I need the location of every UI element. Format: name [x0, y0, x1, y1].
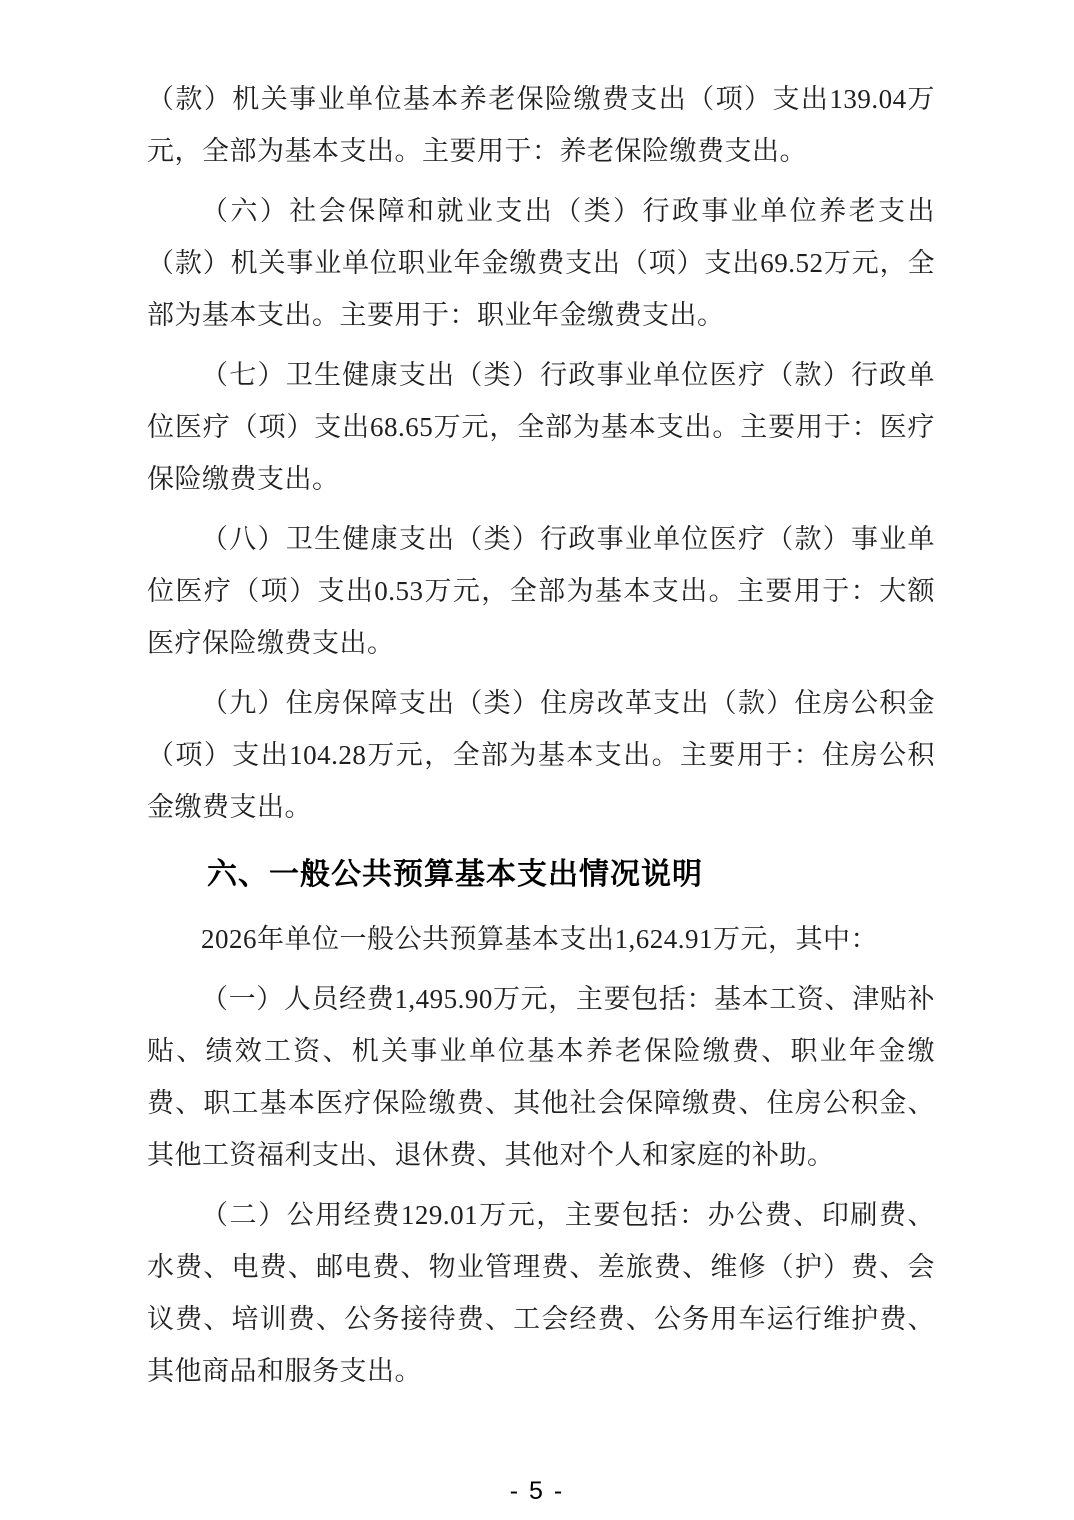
section-heading: 六、一般公共预算基本支出情况说明 [207, 858, 703, 891]
paragraph-total-basic-expenditure: 2026年单位一般公共预算基本支出1,624.91万元，其中： [201, 924, 878, 954]
paragraph-item-9: （九）住房保障支出（类）住房改革支出（款）住房公积金（项）支出104.28万元，全部为基本支出。主要用于：住房公积金缴费支出。 [147, 688, 935, 822]
paragraph-item-8: （八）卫生健康支出（类）行政事业单位医疗（款）事业单位医疗（项）支出0.53万元，全部为基本支出。主要用于：大额医疗保险缴费支出。 [147, 524, 935, 658]
paragraph-public-funds: （二）公用经费129.01万元，主要包括：办公费、印刷费、水费、电费、邮电费、物业管理费、差旅费、维修（护）费、会议费、培训费、公务接待费、工会经费、公务用车运行维护费、其他商品和服务支出。 [147, 1200, 935, 1386]
paragraph-continuation: （款）机关事业单位基本养老保险缴费支出（项）支出139.04万元，全部为基本支出。主要用于：养老保险缴费支出。 [147, 84, 935, 166]
paragraph-item-7: （七）卫生健康支出（类）行政事业单位医疗（款）行政单位医疗（项）支出68.65万元，全部为基本支出。主要用于：医疗保险缴费支出。 [147, 360, 935, 494]
paragraph-item-6: （六）社会保障和就业支出（类）行政事业单位养老支出（款）机关事业单位职业年金缴费支出（项）支出69.52万元，全部为基本支出。主要用于：职业年金缴费支出。 [147, 196, 935, 330]
page-number: - 5 - [509, 1477, 565, 1505]
paragraph-personnel-funds: （一）人员经费1,495.90万元，主要包括：基本工资、津贴补贴、绩效工资、机关事业单位基本养老保险缴费、职业年金缴费、职工基本医疗保险缴费、其他社会保障缴费、住房公积金、其他工资福利支出、退休费、其他对个人和家庭的补助。 [147, 984, 935, 1170]
